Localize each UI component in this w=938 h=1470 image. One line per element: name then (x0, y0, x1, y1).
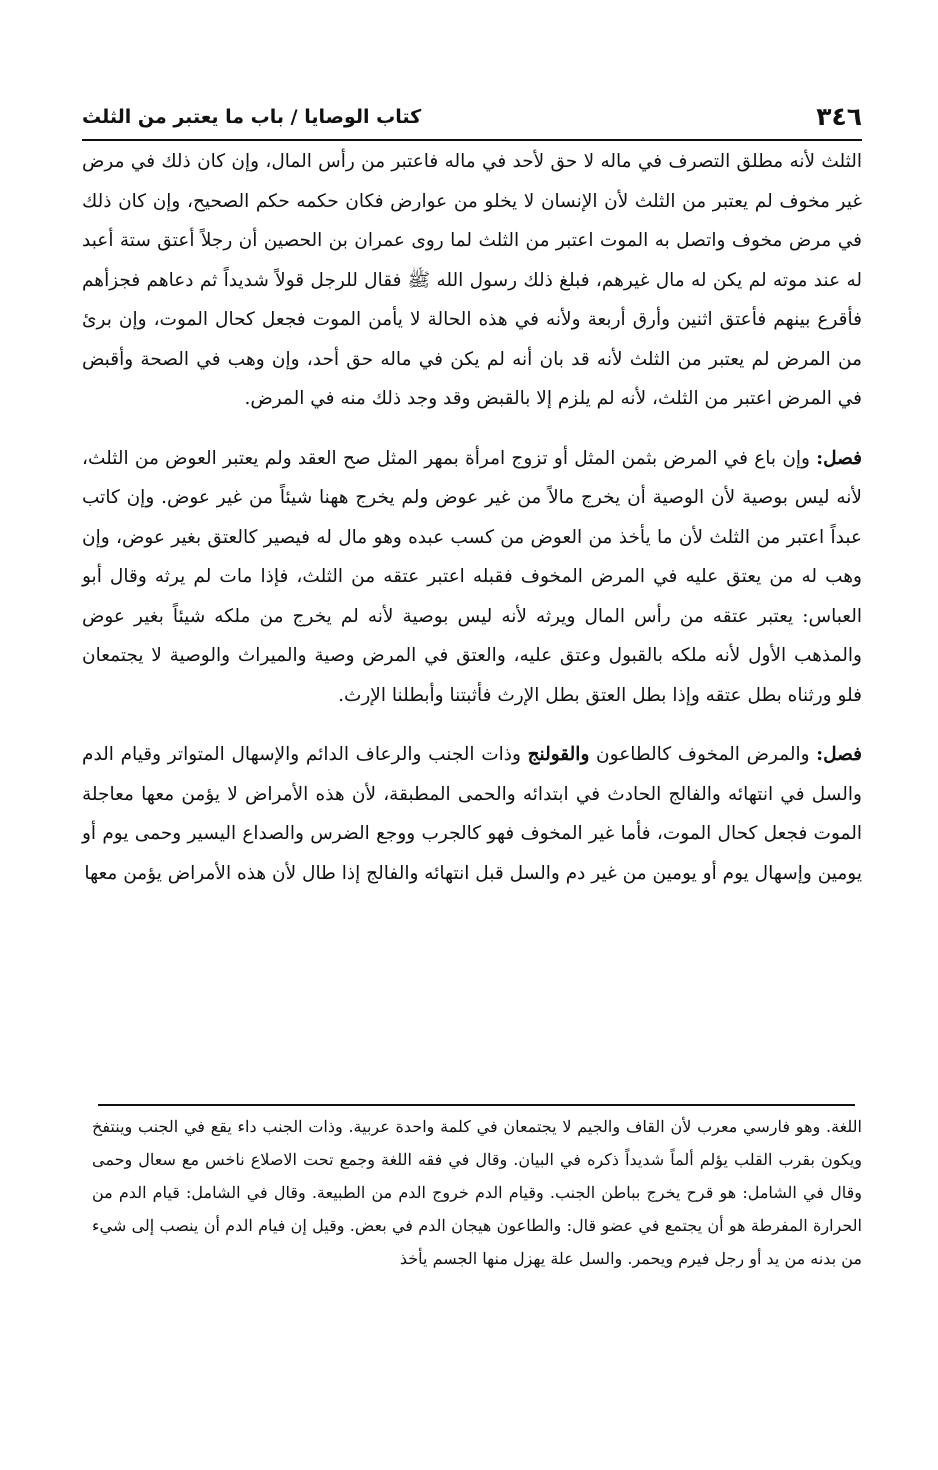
header-rule (82, 139, 862, 141)
page-number: ٣٤٦ (816, 102, 862, 131)
section-paragraph (82, 439, 862, 716)
section-label: فصل: (816, 447, 862, 469)
footnote-rule (98, 1104, 855, 1106)
section-label: فصل: (816, 744, 862, 765)
bold-term: والقولنج (527, 744, 590, 765)
footnote (92, 1110, 862, 1275)
section-text: وذات الجنب والرعاف الدائم والإسهال المتواتر وقيام الدم والسل في انتهائه والفالج الحادث في ابتدائه والحمى المطبقة، لأن هذه الأمراض لا يؤمن معها معاجلة الموت فجعل كحال الموت، فأما غير المخوف فهو كالجرب ووجع الضرس والصداع اليسير وحمى يوم أو يومين وإسهال يوم أو يومين من غير دم والسل قبل انتهائه والفالج إذا طال لأن هذه الأمراض يؤمن معها (82, 744, 862, 884)
section-paragraph (82, 735, 862, 893)
running-title: كتاب الوصايا / باب ما يعتبر من الثلث (82, 106, 422, 128)
main-text (82, 142, 862, 893)
section-text: والمرض المخوف كالطاعون (589, 744, 817, 765)
page-header (82, 92, 862, 132)
footnote-text: اللغة. وهو فارسي معرب لأن القاف والجيم لا يجتمعان في كلمة واحدة عربية. وذات الجنب داء يقع في الجنب وينتفخ ويكون بقرب القلب يؤلم ألماً شديداً ذكره في البيان. وقال في فقه اللغة وجمع تحت الاصلاع ناخس مع سعال وحمى وقال في الشامل: هو قرح يخرج بباطن الجنب. وقيام الدم خروج الدم من الطبيعة. وقال في الشامل: قيام الدم من الحرارة المفرطة هو أن يجتمع في عضو قال: والطاعون هيجان الدم في بعض. وقيل إن فيام الدم أن ينصب إلى شيء من بدنه من يد أو رجل فيرم ويحمر. والسل علة يهزل منها الجسم يأخذ (92, 1117, 862, 1268)
section-text: وإن باع في المرض بثمن المثل أو تزوج امرأة بمهر المثل صح العقد ولم يعتبر العوض من الثلث، لأنه ليس بوصية لأن الوصية أن يخرج مالاً من غير عوض ولم يخرج ههنا شيئاً من غير عوض. وإن كاتب عبداً اعتبر من الثلث لأن ما يأخذ من العوض من كسب عبده وهو مال له فيصير كالعتق بغير عوض، وإن وهب له من يعتق عليه في المرض المخوف فقبله اعتبر عتقه من الثلث، فإذا مات لم يرثه وقال أبو العباس: يعتبر عتقه من رأس المال ويرثه لأنه ليس بوصية لأنه لم يخرج من ملكه شيئاً بغير عوض والمذهب الأول لأنه ملكه بالقبول وعتق عليه، والعتق في المرض وصية والميراث والوصية لا يجتمعان فلو ورثناه بطل عتقه وإذا بطل العتق بطل الإرث فأثبتنا وأبطلنا الإرث. (82, 447, 862, 706)
opening-paragraph: الثلث لأنه مطلق التصرف في ماله لا حق لأحد في ماله فاعتبر من رأس المال، وإن كان ذلك في مرض غير مخوف لم يعتبر من الثلث لأن الإنسان لا يخلو من عوارض فكان حكمه حكم الصحيح، وإن كان ذلك في مرض مخوف واتصل به الموت اعتبر من الثلث لما روى عمران بن الحصين أن رجلاً أعتق ستة أعبد له عند موته لم يكن له مال غيرهم، فبلغ ذلك رسول الله ﷺ فقال للرجل قولاً شديداً ثم دعاهم فجزأهم فأقرع بينهم فأعتق اثنين وأرق أربعة ولأنه في هذه الحالة لا يأمن الموت فجعل كحال الموت، وإن برئ من المرض لم يعتبر من الثلث لأنه قد بان أنه لم يكن في ماله حق أحد، وإن وهب في الصحة وأقبض في المرض اعتبر من الثلث، لأنه لم يلزم إلا بالقبض وقد وجد ذلك منه في المرض. (82, 151, 862, 409)
